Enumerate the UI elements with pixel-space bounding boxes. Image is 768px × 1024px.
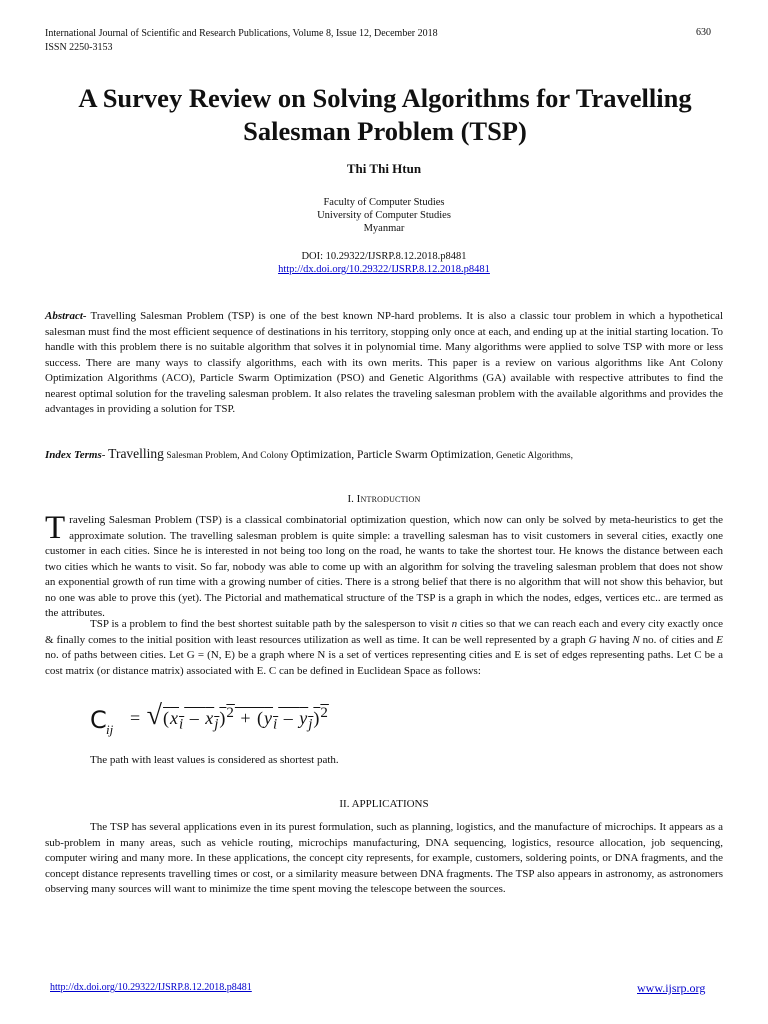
section-numeral: I.	[347, 493, 357, 505]
affiliation-line: Myanmar	[363, 223, 405, 234]
footer-site-link[interactable]: www.ijsrp.org	[637, 981, 706, 995]
page-number: 630	[696, 27, 711, 38]
eq-part: x	[205, 708, 215, 728]
eq-part: y	[264, 708, 274, 728]
equation-c: C	[90, 706, 107, 734]
eq-part: )	[219, 708, 227, 728]
affiliation-line: Faculty of Computer Studies	[323, 197, 445, 208]
text-run: having	[596, 633, 633, 646]
issn: ISSN 2250-3153	[45, 42, 113, 53]
text-run: no. of paths between cities. Let G = (N, E) be a graph where N is a set of vertices representing cities and E is set of edges representing paths. Let C be a cost matrix (or distance matrix) associated with E. C can be defined in Euclidean Space as follows:	[45, 649, 723, 677]
affiliation	[0, 196, 768, 235]
journal-name: International Journal of Scientific and Research Publications, Volume 8, Issue 12, December 2018	[45, 28, 438, 39]
equation-subscript: ij	[106, 722, 114, 737]
eq-part: )	[313, 708, 321, 728]
eq-part: + (	[234, 708, 265, 728]
text-run: TSP is a problem to find the best shortest suitable path by the salesperson to visit	[90, 618, 452, 630]
doi-label: DOI: 10.29322/IJSRP.8.12.2018.p8481	[301, 251, 467, 262]
introduction-text: raveling Salesman Problem (TSP) is a classical combinatorial optimization question, which now can only be solved by meta-heuristics to get the approximate solution. The travelling salesman problem is quite simple: a travelling salesman has to visit customers in several cities, exactly one customer in each cities. Since he is interested in not being too long on the road, he wants to take the shortest tour. He knows the distance between each two cities which he wants to visit. So far, nobody was able to come up with an algorithm for solving the traveling salesman problem that does not show an exponential growth of run time with a growing number of cities. There is a strong belief that there is no algorithm that will not show this behavior, but no one was able to prove this (yet). The Pictorial and mathematical structure of the TSP is a graph in which the nodes, edges, vertices etc.. are termed as the attributes.	[45, 514, 723, 619]
author-name: Thi Thi Htun	[346, 161, 422, 176]
paper-title: A Survey Review on Solving Algorithms for Travelling Salesman Problem (TSP)	[78, 83, 692, 146]
index-terms-label: Index Terms	[45, 449, 102, 461]
text-run: no. of cities and	[639, 633, 717, 646]
doi-link[interactable]: http://dx.doi.org/10.29322/IJSRP.8.12.2018.p8481	[278, 264, 490, 275]
eq-part: –	[184, 708, 206, 728]
eq-part: j	[214, 716, 220, 733]
abstract	[45, 309, 723, 418]
applications-paragraph: The TSP has several applications even in its purest formulation, such as planning, logistics, and the manufacture of microchips. It appears as a sub-problem in many areas, such as vehicle routing, microchips manufacturing, DNA sequencing, logistics, resource allocation, job sequencing, computer wiring and many more. In these applications, the concept city represents, for example, customers, soldering points, or DNA fragments, and the concept distance represents travelling times or cost, or a similarity measure between DNA fragments. The TSP also appears in astronomy, as astronomers observing many sources will want to minimize the time spent moving the telescope between the sources.	[45, 821, 723, 895]
eq-part: (	[163, 708, 171, 728]
eq-part: y	[299, 708, 309, 728]
index-terms	[45, 446, 723, 464]
math-var: E	[716, 633, 723, 646]
section-numeral: II.	[339, 798, 352, 810]
math-var: n	[451, 618, 458, 630]
tsp-definition-paragraph	[45, 617, 723, 679]
distance-equation	[90, 700, 360, 744]
footer-doi-link[interactable]: http://dx.doi.org/10.29322/IJSRP.8.12.2018.p8481	[50, 982, 252, 993]
abstract-label: Abstract-	[45, 310, 87, 322]
section-title: Introduction	[356, 493, 421, 505]
index-term: , Genetic Algorithms,	[491, 451, 573, 461]
section-title: APPLICATIONS	[351, 798, 429, 810]
sqrt-sign: √	[146, 700, 164, 731]
index-term: Optimization	[290, 449, 352, 461]
index-term: Salesman Problem, And Colony	[163, 451, 291, 461]
math-var: G	[588, 633, 597, 646]
index-term: , Particle Swarm Optimization	[351, 449, 492, 461]
drop-cap: T	[45, 510, 66, 546]
eq-part: x	[170, 708, 180, 728]
eq-part: 2	[226, 705, 235, 721]
math-var: N	[632, 633, 640, 646]
shortest-path-note: The path with least values is considered as shortest path.	[90, 754, 339, 766]
section-heading-introduction	[0, 493, 768, 505]
eq-part: 2	[320, 705, 329, 721]
eq-part: j	[308, 716, 314, 733]
eq-part: –	[278, 708, 300, 728]
section-heading-applications	[0, 798, 768, 810]
eq-part: i	[179, 716, 185, 733]
doi-block	[0, 250, 768, 276]
text-run: cities so that we can reach each and every city exactly once & finally comes to the initial position with least resources utilization as well as time. It can be well represented by a graph	[45, 618, 723, 646]
eq-part: i	[273, 716, 279, 733]
abstract-text: Travelling Salesman Problem (TSP) is one of the best known NP-hard problems. It is also a classic tour problem in which a hypothetical salesman must find the most efficient sequence of destinations in his territory, stopping only once at each, and ending up at the initial starting location. To handle with this problem there is no suitable algorithm that solves it in polynomial time. Many algorithms were applied to solve TSP with more or less success. There are many ways to classify algorithms, each with its own merits. This paper is a review on various algorithms like Ant Colony Optimization Algorithms (ACO), Particle Swarm Optimization (PSO) and Genetic Algorithms (GA) available with respective attributes to find the nearest optimal solution for the traveling salesman problem. It also relates the traveling salesman problem with the available algorithms and provides the advantages in providing a solution for TSP.	[45, 310, 723, 415]
running-header	[45, 27, 438, 55]
index-term: Travelling	[108, 446, 164, 461]
introduction-paragraph	[45, 510, 723, 622]
affiliation-line: University of Computer Studies	[317, 210, 451, 221]
equation-body	[130, 700, 329, 734]
index-terms-dash: -	[101, 449, 109, 461]
eq-part: =	[130, 708, 147, 728]
